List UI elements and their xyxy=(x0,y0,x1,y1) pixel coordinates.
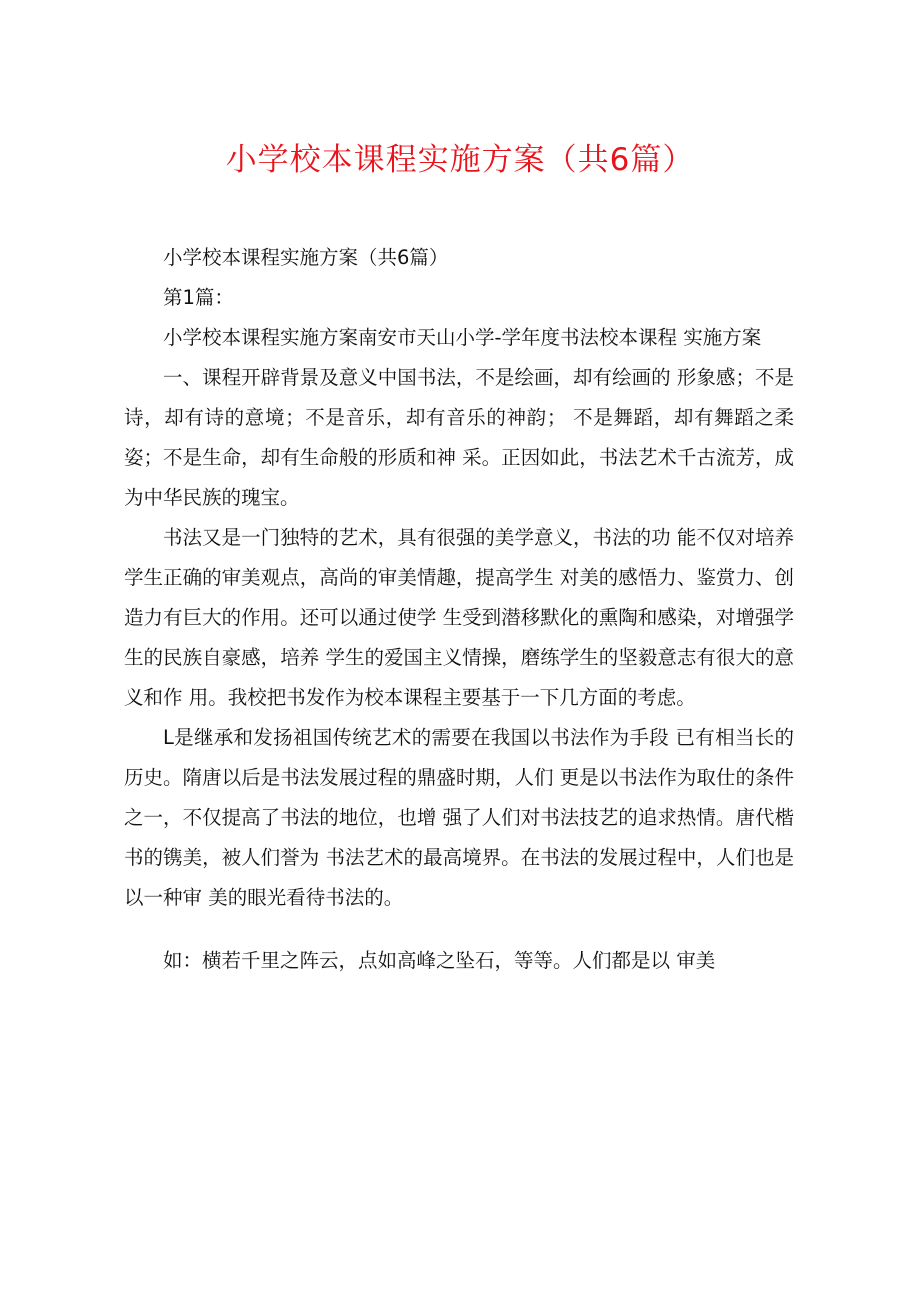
body-paragraph: 书法又是一门独特的艺术，具有很强的美学意义，书法的功 能不仅对培养学生正确的审美观点，高尚的审美情趣，提高学生 对美的感悟力、鉴赏力、创造力有巨大的作用。还可以通过使学 生受到潜移默化的熏陶和感染，对增强学生的民族自豪感，培养 学生的爱国主义情操，磨练学生的坚毅意志有很大的意义和作 用。我校把书发作为校本课程主要基于一下几方面的考虑。 xyxy=(124,526,794,709)
body-paragraph: 如：横若千里之阵云，点如高峰之坠石，等等。人们都是以 审美 xyxy=(163,949,716,972)
document-title: 小学校本课程实施方案（共6篇） xyxy=(225,142,695,178)
body-paragraph: L是继承和发扬祖国传统艺术的需要在我国以书法作为手段 已有相当长的历史。隋唐以后是书法发展过程的鼎盛时期，人们 更是以书法作为取仕的条件之一，不仅提高了书法的地位，也增 强了人们对书法技艺的追求热情。唐代楷书的镌美，被人们誉为 书法艺术的最高境界。在书法的发展过程中，人们也是以一种审 美的眼光看待书法的。 xyxy=(124,726,794,909)
section-heading: 第1篇： xyxy=(163,286,234,309)
subtitle-paragraph: 小学校本课程实施方案（共6篇） xyxy=(163,246,449,269)
body-paragraph: 小学校本课程实施方案南安市天山小学-学年度书法校本课程 实施方案 xyxy=(163,326,762,349)
document-body xyxy=(124,238,794,981)
body-paragraph: 一、课程开辟背景及意义中国书法，不是绘画，却有绘画的 形象感；不是诗，却有诗的意境；不是音乐，却有音乐的神韵； 不是舞蹈，却有舞蹈之柔姿；不是生命，却有生命般的形质和神 采。正因如此，书法艺术千古流芳，成为中华民族的瑰宝。 xyxy=(124,366,794,509)
